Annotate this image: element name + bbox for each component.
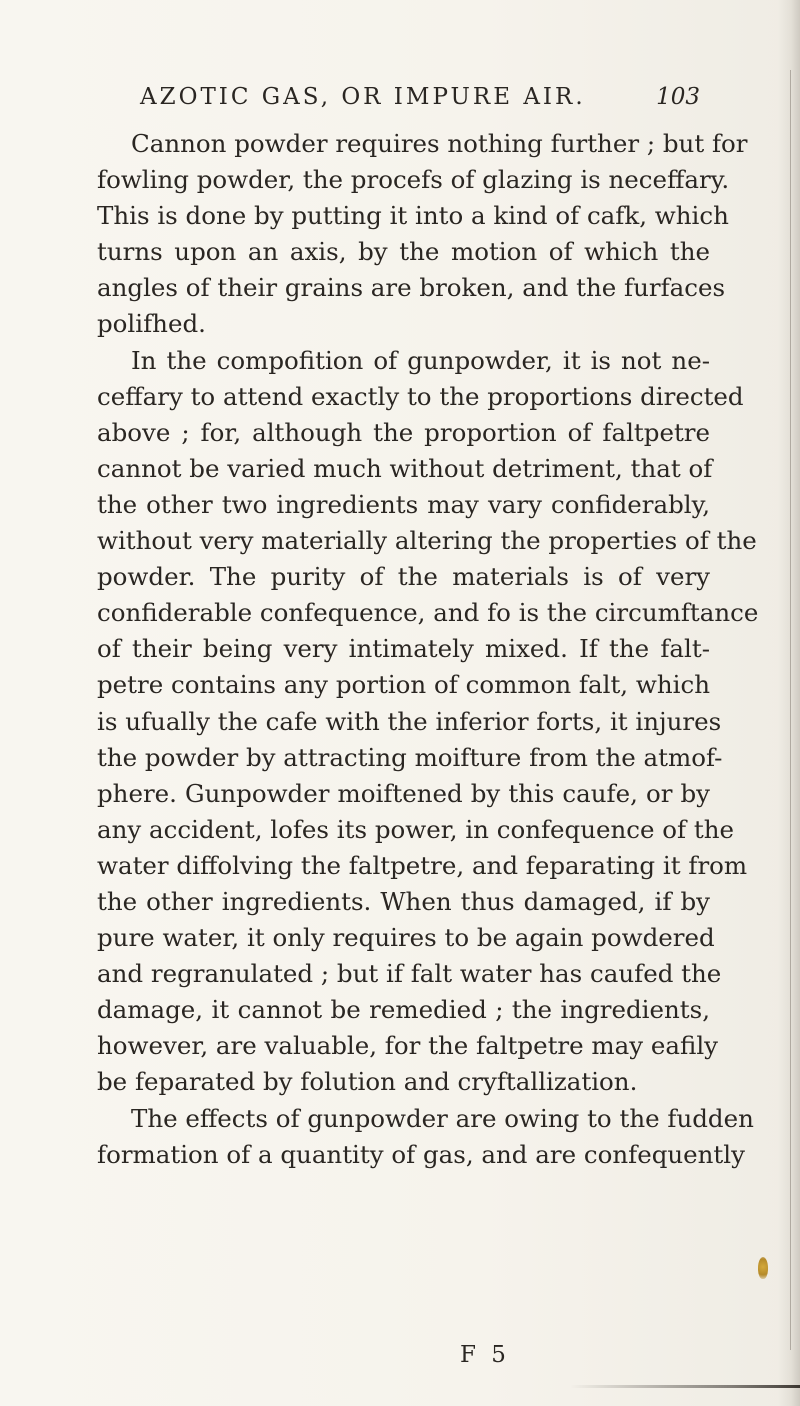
text-line: the powder by attracting moifture from the atmof- (97, 742, 723, 772)
ink-smudge (570, 1385, 800, 1388)
text-line: damage, it cannot be remedied ; the ingredients, (97, 995, 710, 1025)
text-line: angles of their grains are broken, and the furfaces (97, 273, 726, 303)
text-line: is ufually the cafe with the inferior forts, it injures (97, 706, 722, 736)
text-line: Cannon powder requires nothing further ; but for (131, 129, 748, 158)
text-line: In the compofition of gunpowder, it is not ne- (131, 345, 710, 375)
page-edge-line (790, 70, 791, 1350)
body-text (97, 126, 759, 1173)
text-line: cannot be varied much without detriment, that of (97, 453, 713, 483)
text-line: turns upon an axis, by the motion of which the (97, 237, 710, 267)
page-header (140, 84, 700, 120)
text-line: be feparated by folution and cryftallization. (97, 1067, 638, 1097)
text-line: petre contains any portion of common falt, which (97, 670, 710, 700)
stain-mark (758, 1257, 768, 1279)
page-edge-shadow (778, 0, 800, 1406)
text-line: fowling powder, the procefs of glazing is neceffary. (97, 165, 730, 195)
text-line: phere. Gunpowder moiftened by this caufe, or by (97, 778, 710, 808)
text-line: the other ingredients. When thus damaged, if by (97, 886, 710, 916)
text-line: any accident, lofes its power, in confequence of the (97, 814, 735, 844)
text-line: The effects of gunpowder are owing to the fudden (131, 1103, 754, 1133)
running-head: AZOTIC GAS, OR IMPURE AIR. (140, 84, 586, 110)
text-line: polifhed. (97, 309, 206, 339)
text-line: the other two ingredients may vary confiderably, (97, 489, 710, 519)
text-line: powder. The purity of the materials is of very (97, 562, 710, 592)
text-line: formation of a quantity of gas, and are confequently (97, 1139, 745, 1169)
text-line: however, are valuable, for the faltpetre may eafily (97, 1031, 719, 1061)
text-line: and regranulated ; but if falt water has caufed the (97, 959, 722, 989)
text-line: confiderable confequence, and fo is the circumftance (97, 598, 759, 628)
text-line: water diffolving the faltpetre, and feparating it from (97, 850, 748, 880)
text-line: This is done by putting it into a kind of cafk, which (97, 201, 729, 231)
text-line: ceffary to attend exactly to the proportions directed (97, 381, 744, 411)
page-number: 103 (656, 84, 700, 110)
text-line: without very materially altering the properties of the (97, 526, 757, 556)
text-line: above ; for, although the proportion of faltpetre (97, 417, 710, 447)
signature-mark: F 5 (460, 1342, 510, 1368)
text-line: pure water, it only requires to be again powdered (97, 923, 715, 953)
text-line: of their being very intimately mixed. If the falt- (97, 634, 710, 664)
